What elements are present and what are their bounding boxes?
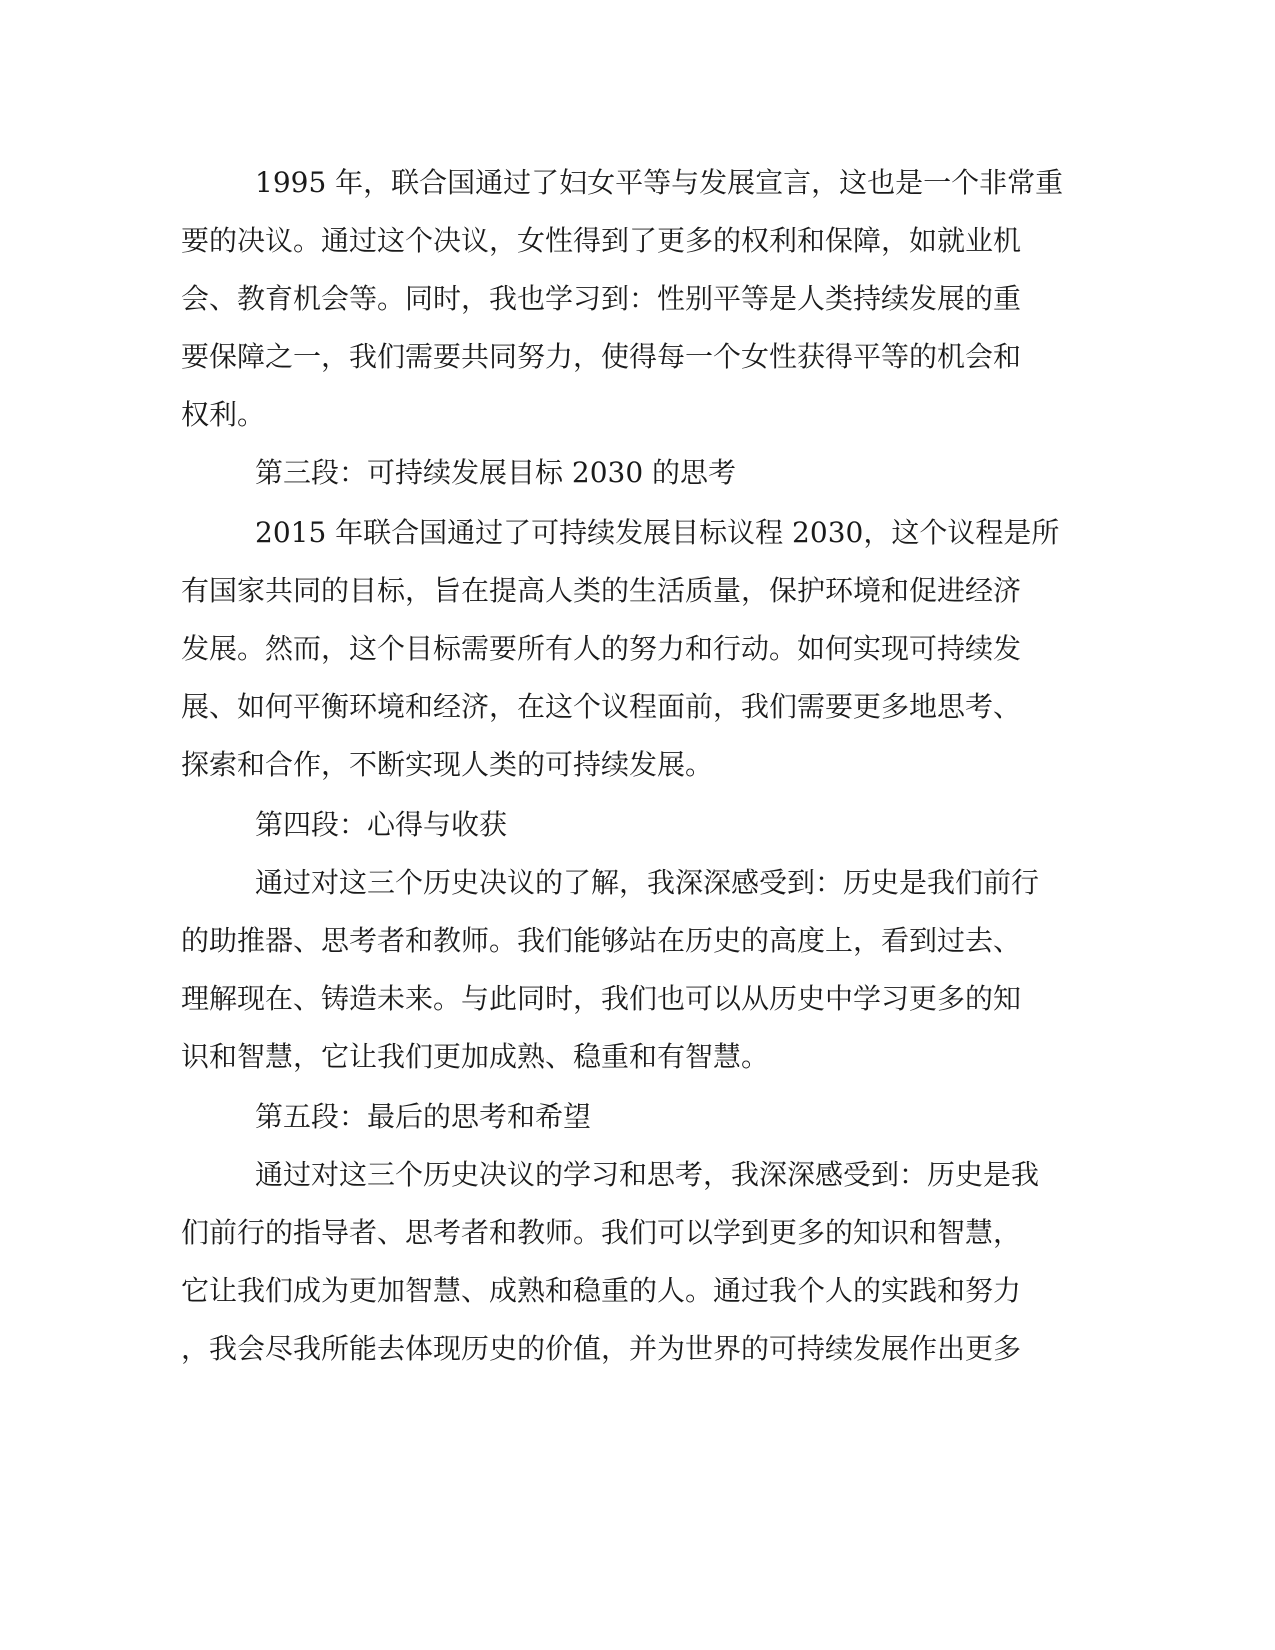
paragraph-2-line-1: 2015 年联合国通过了可持续发展目标议程 2030，这个议程是所 (255, 516, 1060, 549)
paragraph-1-line-4: 要保障之一，我们需要共同努力，使得每一个女性获得平等的机会和 (181, 340, 1022, 373)
section-heading-4: 第四段：心得与收获 (255, 808, 508, 841)
section-heading-5: 第五段：最后的思考和希望 (255, 1100, 592, 1133)
paragraph-4-line-2: 们前行的指导者、思考者和教师。我们可以学到更多的知识和智慧， (181, 1216, 1022, 1249)
section-heading-3: 第三段：可持续发展目标 2030 的思考 (255, 456, 737, 489)
paragraph-1-line-3: 会、教育机会等。同时，我也学习到：性别平等是人类持续发展的重 (181, 282, 1022, 315)
paragraph-3-line-2: 的助推器、思考者和教师。我们能够站在历史的高度上，看到过去、 (181, 924, 1022, 957)
paragraph-1-line-2: 要的决议。通过这个决议，女性得到了更多的权利和保障，如就业机 (181, 224, 1022, 257)
paragraph-3-line-4: 识和智慧，它让我们更加成熟、稳重和有智慧。 (181, 1040, 770, 1073)
paragraph-1-line-1: 1995 年，联合国通过了妇女平等与发展宣言，这也是一个非常重 (255, 166, 1064, 199)
paragraph-2-line-3: 发展。然而，这个目标需要所有人的努力和行动。如何实现可持续发 (181, 632, 1022, 665)
paragraph-2-line-5: 探索和合作，不断实现人类的可持续发展。 (181, 748, 714, 781)
paragraph-4-line-3: 它让我们成为更加智慧、成熟和稳重的人。通过我个人的实践和努力 (181, 1274, 1022, 1307)
paragraph-4-line-4: ，我会尽我所能去体现历史的价值，并为世界的可持续发展作出更多 (181, 1332, 1022, 1365)
paragraph-1-line-5: 权利。 (181, 398, 266, 431)
paragraph-4-line-1: 通过对这三个历史决议的学习和思考，我深深感受到：历史是我 (255, 1158, 1040, 1191)
paragraph-3-line-1: 通过对这三个历史决议的了解，我深深感受到：历史是我们前行 (255, 866, 1040, 899)
paragraph-2-line-2: 有国家共同的目标，旨在提高人类的生活质量，保护环境和促进经济 (181, 574, 1022, 607)
paragraph-2-line-4: 展、如何平衡环境和经济，在这个议程面前，我们需要更多地思考、 (181, 690, 1022, 723)
paragraph-3-line-3: 理解现在、铸造未来。与此同时，我们也可以从历史中学习更多的知 (181, 982, 1022, 1015)
